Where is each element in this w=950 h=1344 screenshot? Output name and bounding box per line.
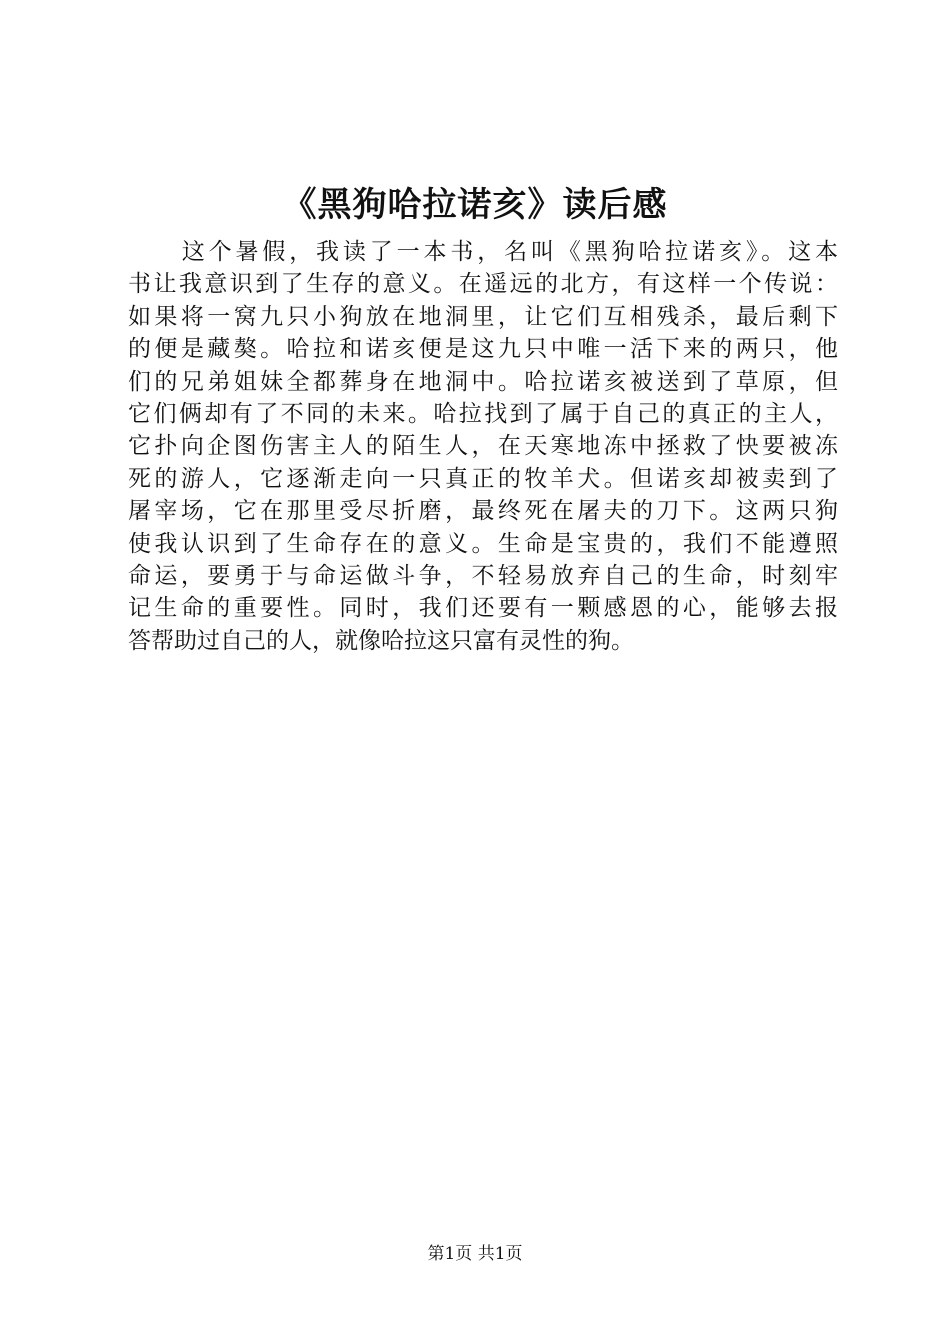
page-footer: 第1页 共1页 bbox=[427, 1244, 523, 1264]
essay-line: 答帮助过自己的人，就像哈拉这只富有灵性的狗。 bbox=[128, 627, 634, 654]
essay-line: 的便是藏獒。哈拉和诺亥便是这九只中唯一活下来的两只，他 bbox=[128, 336, 838, 363]
essay-body bbox=[128, 236, 838, 657]
essay-line: 它扑向企图伤害主人的陌生人，在天寒地冻中拯救了快要被冻 bbox=[128, 433, 838, 460]
essay-line: 屠宰场，它在那里受尽折磨，最终死在屠夫的刀下。这两只狗 bbox=[128, 498, 838, 525]
essay-line: 们的兄弟姐妹全都葬身在地洞中。哈拉诺亥被送到了草原，但 bbox=[128, 368, 838, 395]
essay-line: 它们俩却有了不同的未来。哈拉找到了属于自己的真正的主人， bbox=[128, 400, 838, 427]
essay-line: 书让我意识到了生存的意义。在遥远的北方，有这样一个传说： bbox=[128, 271, 838, 298]
essay-line: 使我认识到了生命存在的意义。生命是宝贵的，我们不能遵照 bbox=[128, 530, 838, 557]
essay-line: 这个暑假，我读了一本书，名叫《黑狗哈拉诺亥》。这本 bbox=[128, 239, 838, 265]
essay-line: 记生命的重要性。同时，我们还要有一颗感恩的心，能够去报 bbox=[128, 595, 838, 622]
document-title: 《黑狗哈拉诺亥》读后感 bbox=[282, 185, 668, 225]
essay-line: 命运，要勇于与命运做斗争，不轻易放弃自己的生命，时刻牢 bbox=[128, 562, 838, 589]
essay-line: 如果将一窝九只小狗放在地洞里，让它们互相残杀，最后剩下 bbox=[128, 303, 838, 330]
essay-line: 死的游人，它逐渐走向一只真正的牧羊犬。但诺亥却被卖到了 bbox=[128, 465, 838, 492]
